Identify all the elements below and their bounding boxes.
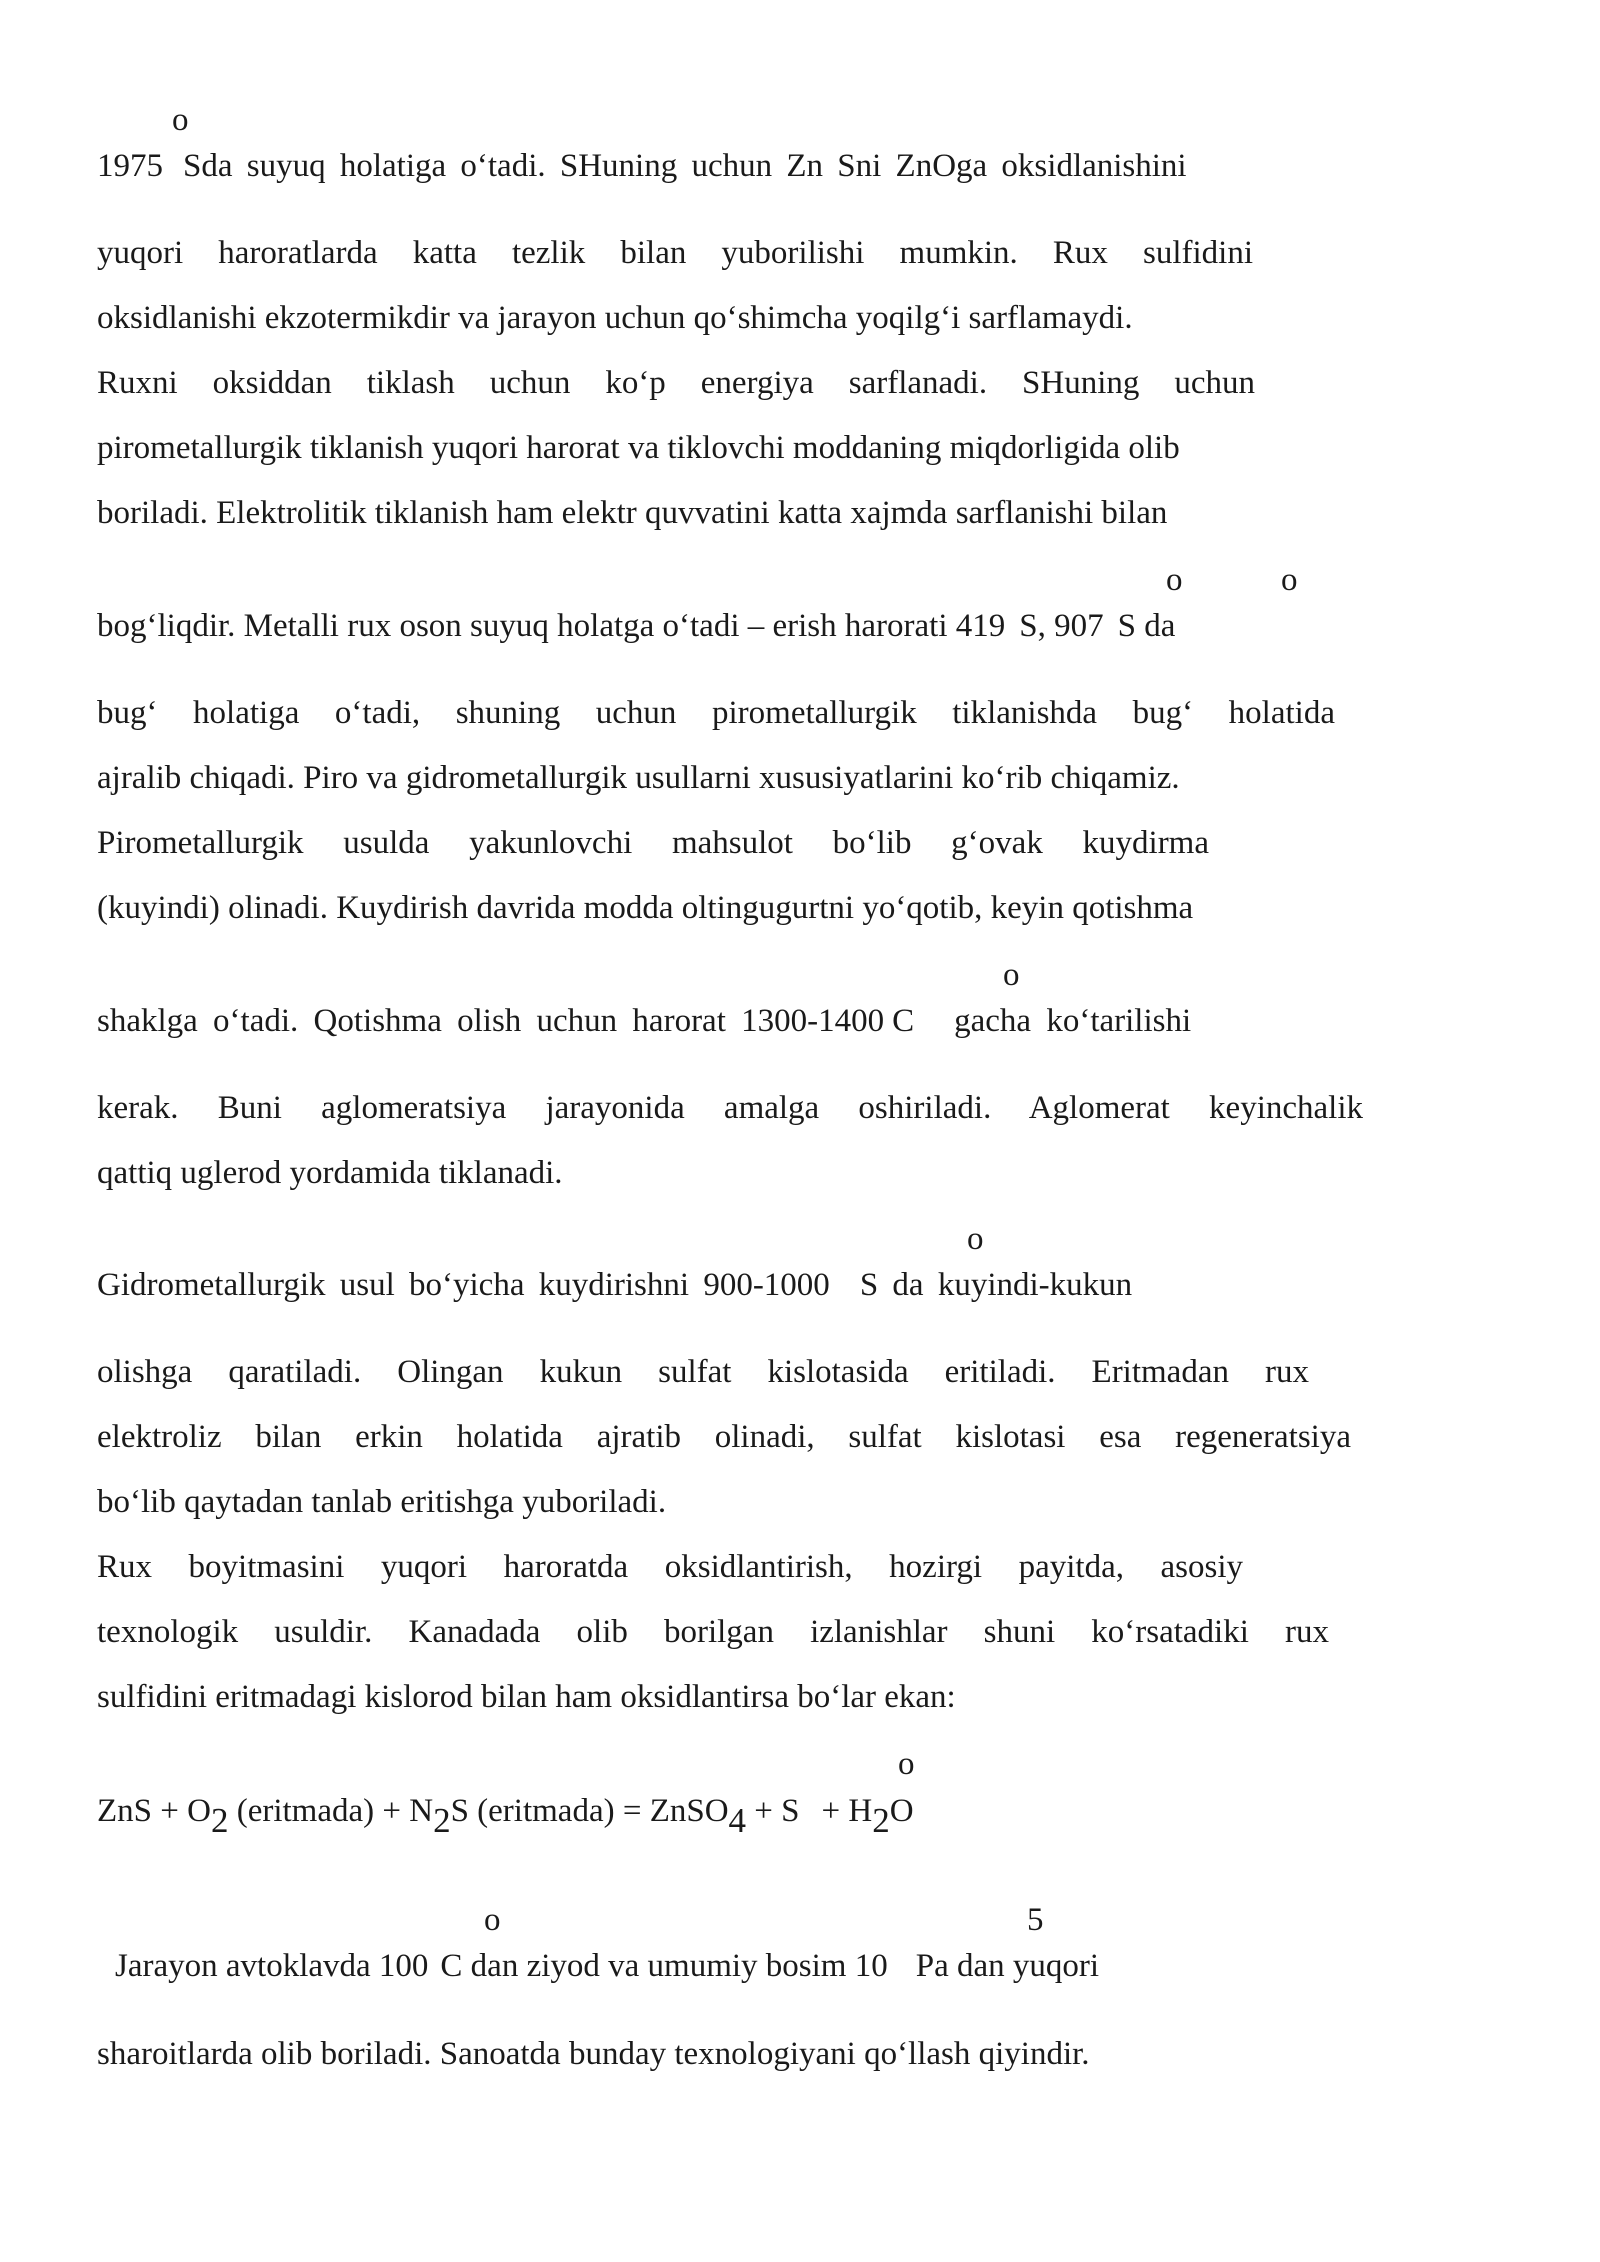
text-line: ajralib chiqadi. Piro va gidrometallurgik usullarni xususiyatlarini ko‘rib chiqamiz. <box>97 760 1180 796</box>
text-line: bog‘liqdir. Metalli rux oson suyuq holatga o‘tadi – erish harorati 419 S, 907 S da <box>97 608 1176 644</box>
text-line: boriladi. Elektrolitik tiklanish ham elektr quvvatini katta xajmda sarflanishi bilan <box>97 495 1168 531</box>
text-line: yuqori haroratlarda katta tezlik bilan yuborilishi mumkin. Rux sulfidini <box>97 235 1253 271</box>
text-line: Ruxni oksiddan tiklash uchun ko‘p energiya sarflanadi. SHuning uchun <box>97 365 1255 401</box>
text-line: (kuyindi) olinadi. Kuydirish davrida modda oltingugurtni yo‘qotib, keyin qotishma <box>97 890 1194 926</box>
text-line: olishga qaratiladi. Olingan kukun sulfat kislotasida eritiladi. Eritmadan rux <box>97 1354 1309 1390</box>
text-line: qattiq uglerod yordamida tiklanadi. <box>97 1155 563 1191</box>
text-line: Pirometallurgik usulda yakunlovchi mahsulot bo‘lib g‘ovak kuydirma <box>97 825 1209 861</box>
text-line: sharoitlarda olib boriladi. Sanoatda bunday texnologiyani qo‘llash qiyindir. <box>97 2036 1090 2072</box>
degree-superscript: o <box>898 1746 915 1782</box>
text-line: kerak. Buni aglomeratsiya jarayonida amalga oshiriladi. Aglomerat keyinchalik <box>97 1090 1363 1126</box>
chemical-equation: ZnS + O2 (eritmada) + N2S (eritmada) = ZnSO4 + S + H2O <box>97 1793 914 1840</box>
text-line: sulfidini eritmadagi kislorod bilan ham oksidlantirsa bo‘lar ekan: <box>97 1679 956 1715</box>
degree-superscript: o <box>1166 562 1183 598</box>
degree-superscript: o <box>484 1902 501 1938</box>
degree-superscript: o <box>172 102 189 138</box>
degree-superscript: o <box>1281 562 1298 598</box>
text-line: pirometallurgik tiklanish yuqori harorat va tiklovchi moddaning miqdorligida olib <box>97 430 1180 466</box>
text-line: elektroliz bilan erkin holatida ajratib olinadi, sulfat kislotasi esa regeneratsiya <box>97 1419 1351 1455</box>
text-line: texnologik usuldir. Kanadada olib borilgan izlanishlar shuni ko‘rsatadiki rux <box>97 1614 1329 1650</box>
text-line: bo‘lib qaytadan tanlab eritishga yuboriladi. <box>97 1484 667 1520</box>
text-line: Gidrometallurgik usul bo‘yicha kuydirishni 900-1000 S da kuyindi-kukun <box>97 1267 1133 1303</box>
text-line: Rux boyitmasini yuqori haroratda oksidlantirish, hozirgi payitda, asosiy <box>97 1549 1243 1585</box>
text-line: oksidlanishi ekzotermikdir va jarayon uchun qo‘shimcha yoqilg‘i sarflamaydi. <box>97 300 1133 336</box>
degree-superscript: o <box>1003 957 1020 993</box>
degree-superscript: o <box>967 1221 984 1257</box>
text-line: 1975 Sda suyuq holatiga o‘tadi. SHuning uchun Zn Sni ZnOga oksidlanishini <box>97 148 1187 184</box>
power-superscript: 5 <box>1027 1902 1044 1938</box>
text-line: shaklga o‘tadi. Qotishma olish uchun harorat 1300-1400 C gacha ko‘tarilishi <box>97 1003 1192 1039</box>
text-line: Jarayon avtoklavda 100 C dan ziyod va umumiy bosim 10 Pa dan yuqori <box>115 1948 1100 1984</box>
text-line: bug‘ holatiga o‘tadi, shuning uchun pirometallurgik tiklanishda bug‘ holatida <box>97 695 1335 731</box>
